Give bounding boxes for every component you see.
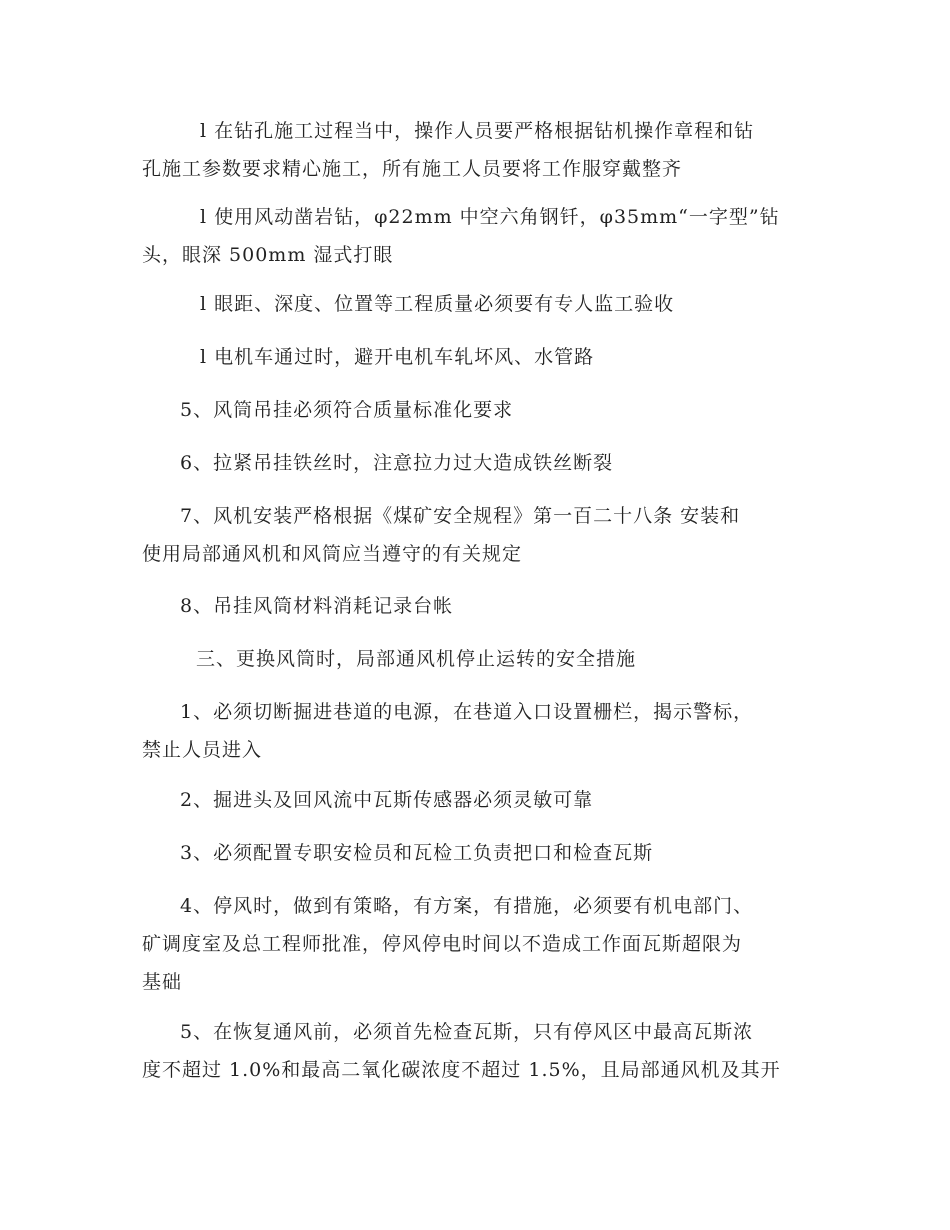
paragraph-line: 3、必须配置专职安检员和瓦检工负责把口和检查瓦斯 [180, 842, 654, 864]
paragraph-line: l 眼距、深度、位置等工程质量必须要有专人监工验收 [200, 293, 675, 315]
paragraph-line: 三、更换风筒时，局部通风机停止运转的安全措施 [196, 648, 637, 670]
paragraph-line: 头，眼深 500mm 湿式打眼 [142, 244, 394, 266]
paragraph-5 [142, 391, 807, 429]
paragraph-1 [142, 112, 807, 188]
paragraph-7 [142, 497, 807, 573]
paragraph-line: 5、风筒吊挂必须符合质量标准化要求 [180, 399, 514, 421]
paragraph-line: 8、吊挂风筒材料消耗记录台帐 [180, 595, 454, 617]
paragraph-8 [142, 587, 807, 625]
paragraph-line: 度不超过 1.0%和最高二氧化碳浓度不超过 1.5%，且局部通风机及其开 [142, 1059, 781, 1081]
paragraph-12 [142, 834, 807, 872]
paragraph-line: 基础 [142, 971, 183, 993]
paragraph-line: l 电机车通过时，避开电机车轧坏风、水管路 [200, 346, 595, 368]
paragraph-line: 2、掘进头及回风流中瓦斯传感器必须灵敏可靠 [180, 789, 594, 811]
paragraph-6 [142, 444, 807, 482]
paragraph-line: 7、风机安装严格根据《煤矿安全规程》第一百二十八条 安装和 [180, 505, 741, 527]
paragraph-line: 使用局部通风机和风筒应当遵守的有关规定 [142, 543, 523, 565]
paragraph-line: l 使用风动凿岩钻，φ22mm 中空六角钢钎，φ35mm“一字型”钻 [200, 206, 780, 228]
section-heading [142, 640, 807, 678]
paragraph-line: 4、停风时，做到有策略，有方案，有措施，必须要有机电部门、 [180, 895, 754, 917]
paragraph-2 [142, 198, 807, 274]
paragraph-4 [142, 338, 807, 376]
paragraph-14 [142, 1013, 807, 1089]
paragraph-10 [142, 693, 807, 769]
paragraph-line: 禁止人员进入 [142, 739, 263, 761]
paragraph-11 [142, 781, 807, 819]
paragraph-line: 矿调度室及总工程师批准，停风停电时间以不造成工作面瓦斯超限为 [142, 933, 743, 955]
paragraph-line: 6、拉紧吊挂铁丝时，注意拉力过大造成铁丝断裂 [180, 452, 614, 474]
paragraph-line: 5、在恢复通风前，必须首先检查瓦斯，只有停风区中最高瓦斯浓 [180, 1021, 754, 1043]
paragraph-3 [142, 285, 807, 323]
paragraph-13 [142, 887, 807, 1001]
paragraph-line: l 在钻孔施工过程当中，操作人员要严格根据钻机操作章程和钻 [200, 120, 755, 142]
paragraph-line: 孔施工参数要求精心施工，所有施工人员要将工作服穿戴整齐 [142, 158, 683, 180]
paragraph-line: 1、必须切断掘进巷道的电源，在巷道入口设置栅栏，揭示警标， [180, 701, 754, 723]
